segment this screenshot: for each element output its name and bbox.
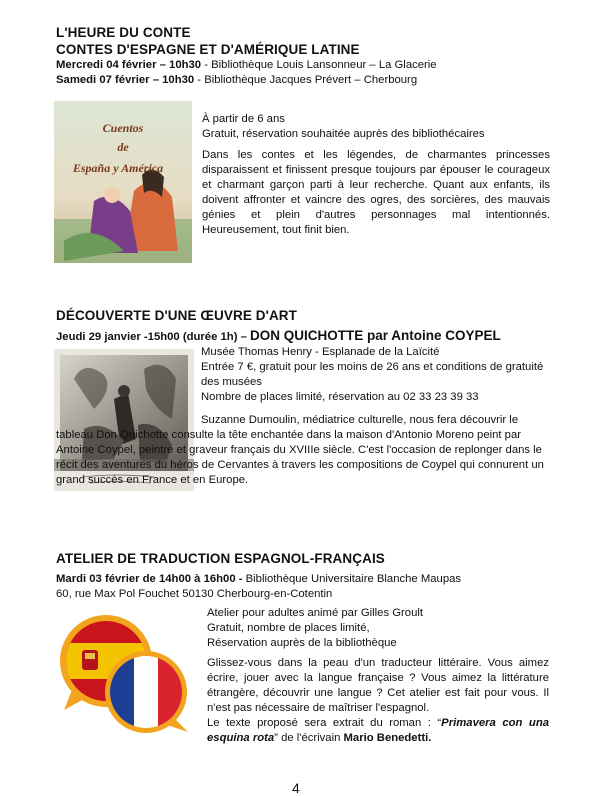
section-2-description: Suzanne Dumoulin, médiatrice culturelle, nous fera découvrir le tableau Don Quichotte consulte la tête enchantée dans la maison d'Antonio Moreno peint par Antoine Coypel, peintre et graveur français du XVIIIe siècle. C'est l'occasion de replonger dans le récit des aventures du héros de Cervantes à travers les compositions de Coypel qui connurent un grand succès en France et en Europe. — [56, 414, 544, 486]
book-cover-image — [54, 101, 192, 263]
section-1-body — [202, 112, 550, 238]
date-2: Samedi 07 février – 10h30 — [56, 73, 195, 86]
place-2: - Bibliothèque Jacques Prévert – Cherbourg — [194, 73, 418, 86]
section-label: L'HEURE DU CONTE — [56, 25, 191, 40]
event-date: Mardi 03 février de 14h00 à 16h00 - — [56, 573, 246, 585]
novel-title: Primavera con una esquina rota — [207, 717, 549, 744]
date-line-1 — [56, 58, 552, 73]
book-title-line-2: de — [117, 140, 129, 154]
event-title: DON QUICHOTTE par Antoine COYPEL — [250, 328, 501, 343]
section-heure-du-conte — [56, 24, 552, 87]
date-1: Mercredi 04 février – 10h30 — [56, 59, 202, 71]
museum-place: Musée Thomas Henry - Esplanade de la Laïcité — [201, 346, 440, 358]
page-number: 4 — [292, 780, 300, 796]
entry-price: Entrée 7 €, gratuit pour les moins de 26 ans et conditions de gratuité des musées — [201, 361, 544, 388]
date-line — [56, 572, 552, 587]
address-line: 60, rue Max Pol Fouchet 50130 Cherbourg-en-Cotentin — [56, 587, 333, 600]
price-info: Gratuit, réservation souhaitée auprès des bibliothécaires — [202, 128, 485, 140]
workshop-price: Gratuit, nombre de places limité, — [207, 622, 370, 634]
age-info: À partir de 6 ans — [202, 113, 285, 125]
section-3-body — [207, 606, 549, 746]
workshop-host: Atelier pour adultes animé par Gilles Groult — [207, 607, 423, 619]
workshop-booking: Réservation auprès de la bibliothèque — [207, 637, 397, 649]
extract-intro: Le texte proposé sera extrait du roman : “ — [207, 717, 442, 729]
section-oeuvre-art — [56, 307, 552, 345]
date-line-2 — [56, 73, 552, 88]
section-title: ATELIER DE TRADUCTION ESPAGNOL-FRANÇAIS — [56, 551, 385, 566]
section-title: CONTES D'ESPAGNE ET D'AMÉRIQUE LATINE — [56, 42, 360, 57]
event-place: Bibliothèque Universitaire Blanche Maupas — [245, 573, 462, 585]
places-limit: Nombre de places limité, réservation au 02 33 23 39 33 — [201, 391, 479, 403]
description: Glissez-vous dans la peau d'un traducteur littéraire. Vous aimez écrire, jouer avec la langue française ? Vous aimez la littérature étrangère, découvrir une langue ? Cet atelier est fait pour vous. Il n'est pas nécessaire de maîtriser l'espagnol. — [207, 657, 549, 714]
spanish-french-flag-bubbles-image — [56, 606, 196, 736]
place-1: - Bibliothèque Louis Lansonneur – La Glacerie — [201, 59, 437, 71]
author-name: Mario Benedetti. — [343, 732, 432, 744]
event-date: Jeudi 29 janvier -15h00 (durée 1h) – — [56, 331, 251, 343]
section-2-body — [201, 345, 553, 405]
extract-middle: ” de l'écrivain — [274, 732, 344, 744]
extract-line — [207, 716, 549, 746]
description: Dans les contes et les légendes, de charmantes princesses disparaissent et finissent presque toujours par épouser le courageux et charmant garçon parti à leur recherche. Quant aux enfants, ils doivent affronter et vaincre des ogres, des sorcières, des mauvais génies et plein d'autres personnages mal intentionnés. Heureusement, tout finit bien. — [202, 149, 550, 236]
date-line — [56, 329, 552, 345]
book-title-line-1: Cuentos — [102, 121, 144, 135]
book-title-line-3: España y América — [72, 161, 164, 175]
section-title: DÉCOUVERTE D'UNE ŒUVRE D'ART — [56, 308, 297, 323]
section-atelier-traduction — [56, 550, 552, 601]
